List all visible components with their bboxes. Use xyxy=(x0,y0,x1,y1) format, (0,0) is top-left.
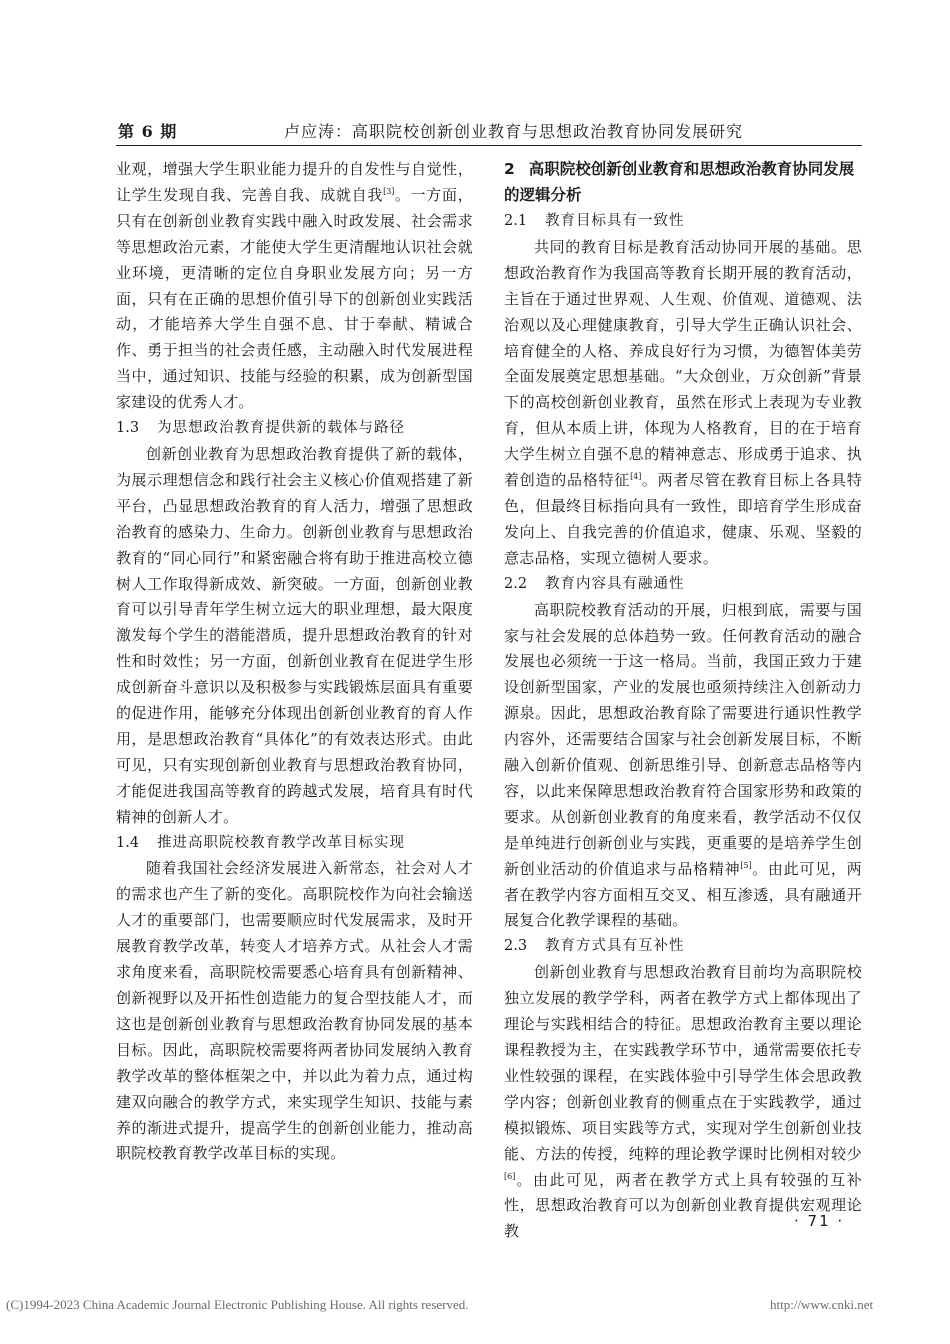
subsection-heading-1-4: 1.4 推进高职院校教育教学改革目标实现 xyxy=(116,834,406,851)
paragraph: 随着我国社会经济发展进入新常态，社会对人才的需求也产生了新的变化。高职院校作为向社会输送人才的重要部门，也需要顺应时代发展需求，及时开展教育教学改革，转变人才培养方式。从社会人才需求角度来看，高职院校需要悉心培育具有创新精神、创新视野以及开拓性创造能力的复合型技能人才，而这也是创新创业教育与思想政治教育协同发展的基本目标。因此，高职院校需要将两者协同发展纳入教育教学改革的整体框架之中，并以此为着力点，通过构建双向融合的教学方式，来实现学生知识、技能与素养的渐进式提升，提高学生的创新创业能力，推动高职院校教育教学改革目标的实现。 xyxy=(116,859,473,1163)
section-heading-2: 2 高职院校创新创业教育和思想政治教育协同发展的逻辑分析 xyxy=(504,160,855,204)
left-column xyxy=(116,157,473,1167)
subsection-heading-2-3: 2.3 教育方式具有互补性 xyxy=(504,938,685,955)
citation-ref[interactable]: [3] xyxy=(383,186,395,196)
subsection-heading-2-2: 2.2 教育内容具有融通性 xyxy=(504,575,685,592)
citation-ref[interactable]: [4] xyxy=(630,472,642,482)
paragraph: 创新创业教育为思想政治教育提供了新的载体，为展示理想信念和践行社会主义核心价值观搭建了新平台，凸显思想政治教育的育人活力，增强了思想政治教育的感染力、生命力。创新创业教育与思想政治教育的“同心同行”和紧密融合将有助于推进高校立德树人工作取得新成效、新突破。一方面，创新创业教育可以引导青年学生树立远大的职业理想，最大限度激发每个学生的潜能潜质，提升思想政治教育的针对性和时效性；另一方面，创新创业教育在促进学生形成创新奋斗意识以及积极参与实践锻炼层面具有重要的促进作用，能够充分体现出创新创业教育的育人作用，是思想政治教育“具体化”的有效表达形式。由此可见，只有实现创新创业教育与思想政治教育协同，才能促进我国高等教育的跨越式发展，培育具有时代精神的创新人才。 xyxy=(116,444,473,826)
paragraph: 创新创业教育与思想政治教育目前均为高职院校独立发展的教学学科，两者在教学方式上都体现出了理论与实践相结合的特征。思想政治教育主要以理论课程教授为主，在实践教学环节中，通常需要依托专业性较强的课程，在实践体验中引导学生体会思政教学内容；创新创业教育的侧重点在于实践教学，通过模拟锻炼、项目实践等方式，实现对学生创新创业技能、方法的传授，纯粹的理论教学课时比例相对较少[6]。由此可见，两者在教学方式上具有较强的互补性，思想政治教育可以为创新创业教育提供宏观理论教 xyxy=(504,963,862,1241)
footer-link[interactable]: http://www.cnki.net xyxy=(770,1297,874,1312)
page-number: · 71 · xyxy=(794,1212,845,1230)
citation-ref[interactable]: [5] xyxy=(740,860,752,870)
subsection-heading-2-1: 2.1 教育目标具有一致性 xyxy=(504,213,685,229)
copyright-notice: (C)1994-2023 China Academic Journal Electronic Publishing House. All rights reserved. xyxy=(6,1297,469,1312)
issue-number: 第 6 期 xyxy=(118,122,178,141)
running-title: 卢应涛：高职院校创新创业教育与思想政治教育协同发展研究 xyxy=(284,122,744,141)
paragraph-continued: 业观，增强大学生职业能力提升的自发性与自觉性，让学生发现自我、完善自我、成就自我[3]。一方面，只有在创新创业教育实践中融入时政发展、社会需求等思想政治元素，才能使大学生更清醒地认识社会就业环境，更清晰的定位自身职业发展方向；另一方面，只有在正确的思想价值引导下的创新创业实践活动，才能培养大学生自强不息、甘于奉献、精诚合作、勇于担当的社会责任感，主动融入时代发展进程当中，通过知识、技能与经验的积累，成为创新型国家建设的优秀人才。 xyxy=(116,160,473,412)
paragraph: 高职院校教育活动的开展，归根到底，需要与国家与社会发展的总体趋势一致。任何教育活动的融合发展也必须统一于这一格局。当前，我国正致力于建设创新型国家，产业的发展也亟须持续注入创新动力源泉。因此，思想政治教育除了需要进行通识性教学内容外，还需要结合国家与社会创新发展目标，不断融入创新价值观、创新思维引导、创新意志品格等内容，以此来保障思想政治教育符合国家形势和政策的要求。从创新创业教育的角度来看，教学活动不仅仅是单纯进行创新创业与实践，更重要的是培养学生创新创业活动的价值追求与品格精神[5]。由此可见，两者在教学内容方面相互交叉、相互渗透，具有融通开展复合化教学课程的基础。 xyxy=(504,600,862,930)
running-header xyxy=(116,119,862,146)
citation-ref[interactable]: [6] xyxy=(504,1171,516,1181)
subsection-heading-1-3: 1.3 为思想政治教育提供新的载体与路径 xyxy=(116,420,406,437)
paragraph: 共同的教育目标是教育活动协同开展的基础。思想政治教育作为我国高等教育长期开展的教育活动，主旨在于通过世界观、人生观、价值观、道德观、法治观以及心理健康教育，引导大学生正确认识社会、培育健全的人格、养成良好行为习惯，为德智体美劳全面发展奠定思想基础。“大众创业，万众创新”背景下的高校创新创业教育，虽然在形式上表现为专业教育，但从本质上讲，体现为人格教育，目的在于培育大学生树立自强不息的精神意志、形成勇于追求、执着创造的品格特征[4]。两者尽管在教育目标上各具特色，但最终目标指向具有一致性，即培育学生形成奋发向上、自我完善的价值追求，健康、乐观、坚毅的意志品格，实现立德树人要求。 xyxy=(504,237,863,567)
right-column xyxy=(504,157,862,1245)
